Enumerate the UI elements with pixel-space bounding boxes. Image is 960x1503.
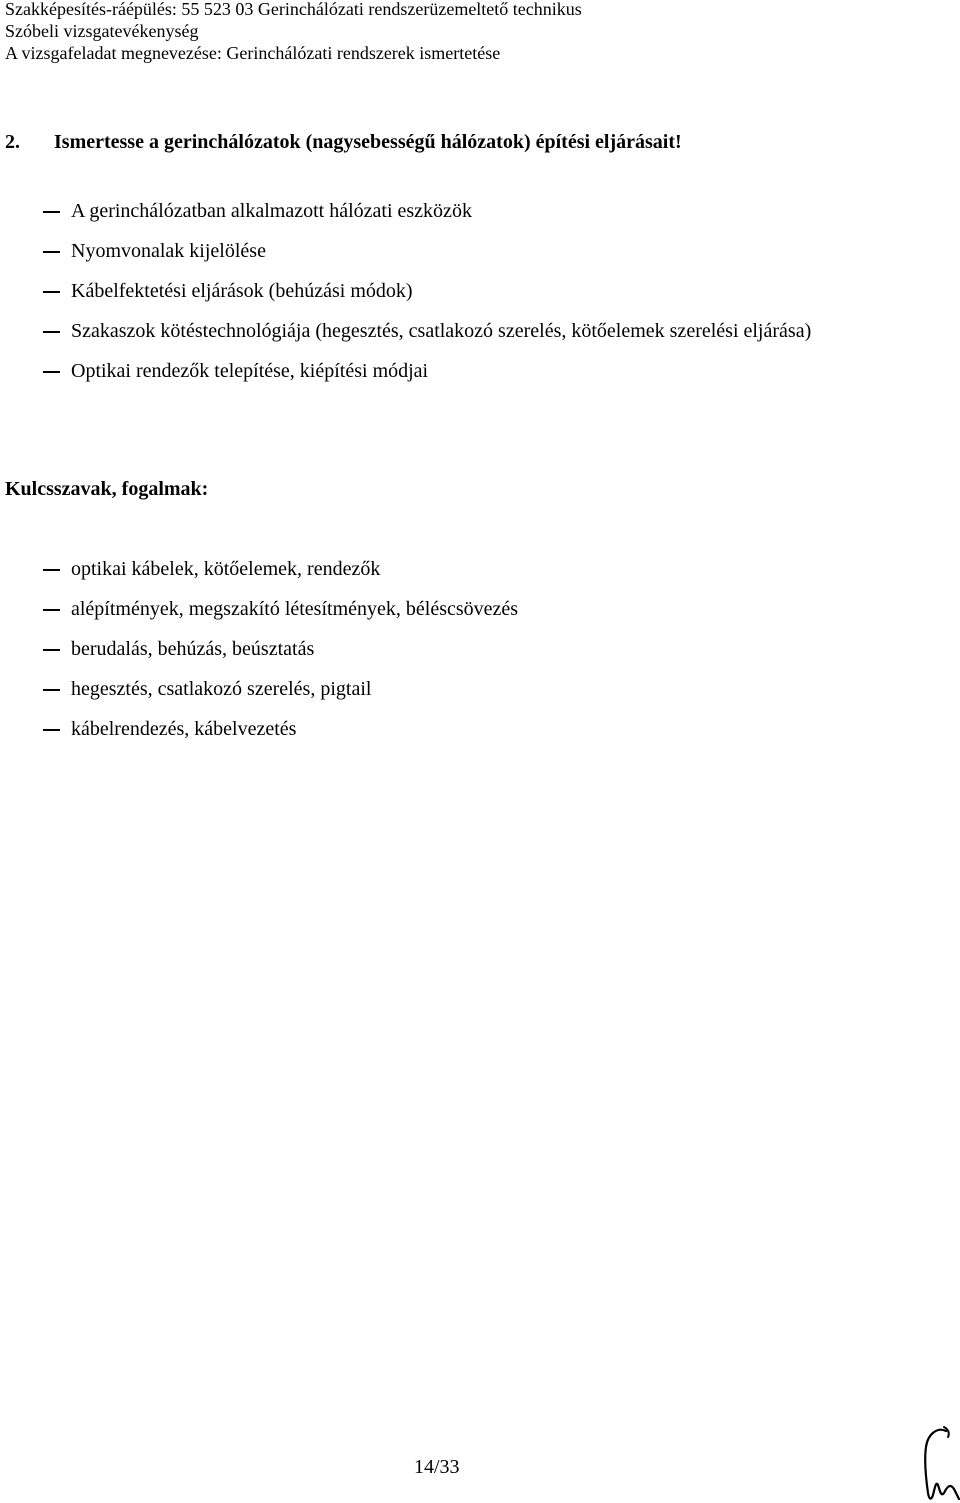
list-item: optikai kábelek, kötőelemek, rendezők: [0, 549, 881, 589]
dash-bullet-icon: [43, 649, 60, 651]
dash-bullet-icon: [43, 569, 60, 571]
list-item: Kábelfektetési eljárások (behúzási módok): [0, 271, 881, 311]
keyword-list: [0, 549, 960, 749]
list-item: kábelrendezés, kábelvezetés: [0, 709, 881, 749]
header-task-name: A vizsgafeladat megnevezése: Gerinchálózati rendszerek ismertetése: [5, 43, 501, 63]
list-item: berudalás, behúzás, beúsztatás: [0, 629, 881, 669]
list-item: hegesztés, csatlakozó szerelés, pigtail: [0, 669, 881, 709]
dash-bullet-icon: [43, 729, 60, 731]
dash-bullet-icon: [43, 609, 60, 611]
signature-icon: [918, 1425, 960, 1503]
list-item: A gerinchálózatban alkalmazott hálózati eszközök: [0, 191, 881, 231]
question-text: Ismertesse a gerinchálózatok (nagysebességű hálózatok) építési eljárásait!: [54, 131, 682, 153]
dash-bullet-icon: [43, 689, 60, 691]
keywords-heading: Kulcsszavak, fogalmak:: [5, 478, 209, 500]
header-qualification: Szakképesítés-ráépülés: 55 523 03 Gerinchálózati rendszerüzemeltető technikus: [5, 0, 582, 19]
question-number: 2.: [5, 131, 20, 153]
topic-list: [0, 191, 960, 391]
dash-bullet-icon: [43, 371, 60, 373]
list-item: Optikai rendezők telepítése, kiépítési módjai: [0, 351, 881, 391]
list-item: Nyomvonalak kijelölése: [0, 231, 881, 271]
dash-bullet-icon: [43, 251, 60, 253]
dash-bullet-icon: [43, 211, 60, 213]
list-item: alépítmények, megszakító létesítmények, béléscsövezés: [0, 589, 881, 629]
dash-bullet-icon: [43, 291, 60, 293]
list-item: Szakaszok kötéstechnológiája (hegesztés, csatlakozó szerelés, kötőelemek szerelési eljárása): [0, 311, 881, 351]
dash-bullet-icon: [43, 331, 60, 333]
header-exam-activity: Szóbeli vizsgatevékenység: [5, 21, 199, 41]
page-number: 14/33: [414, 1456, 460, 1478]
